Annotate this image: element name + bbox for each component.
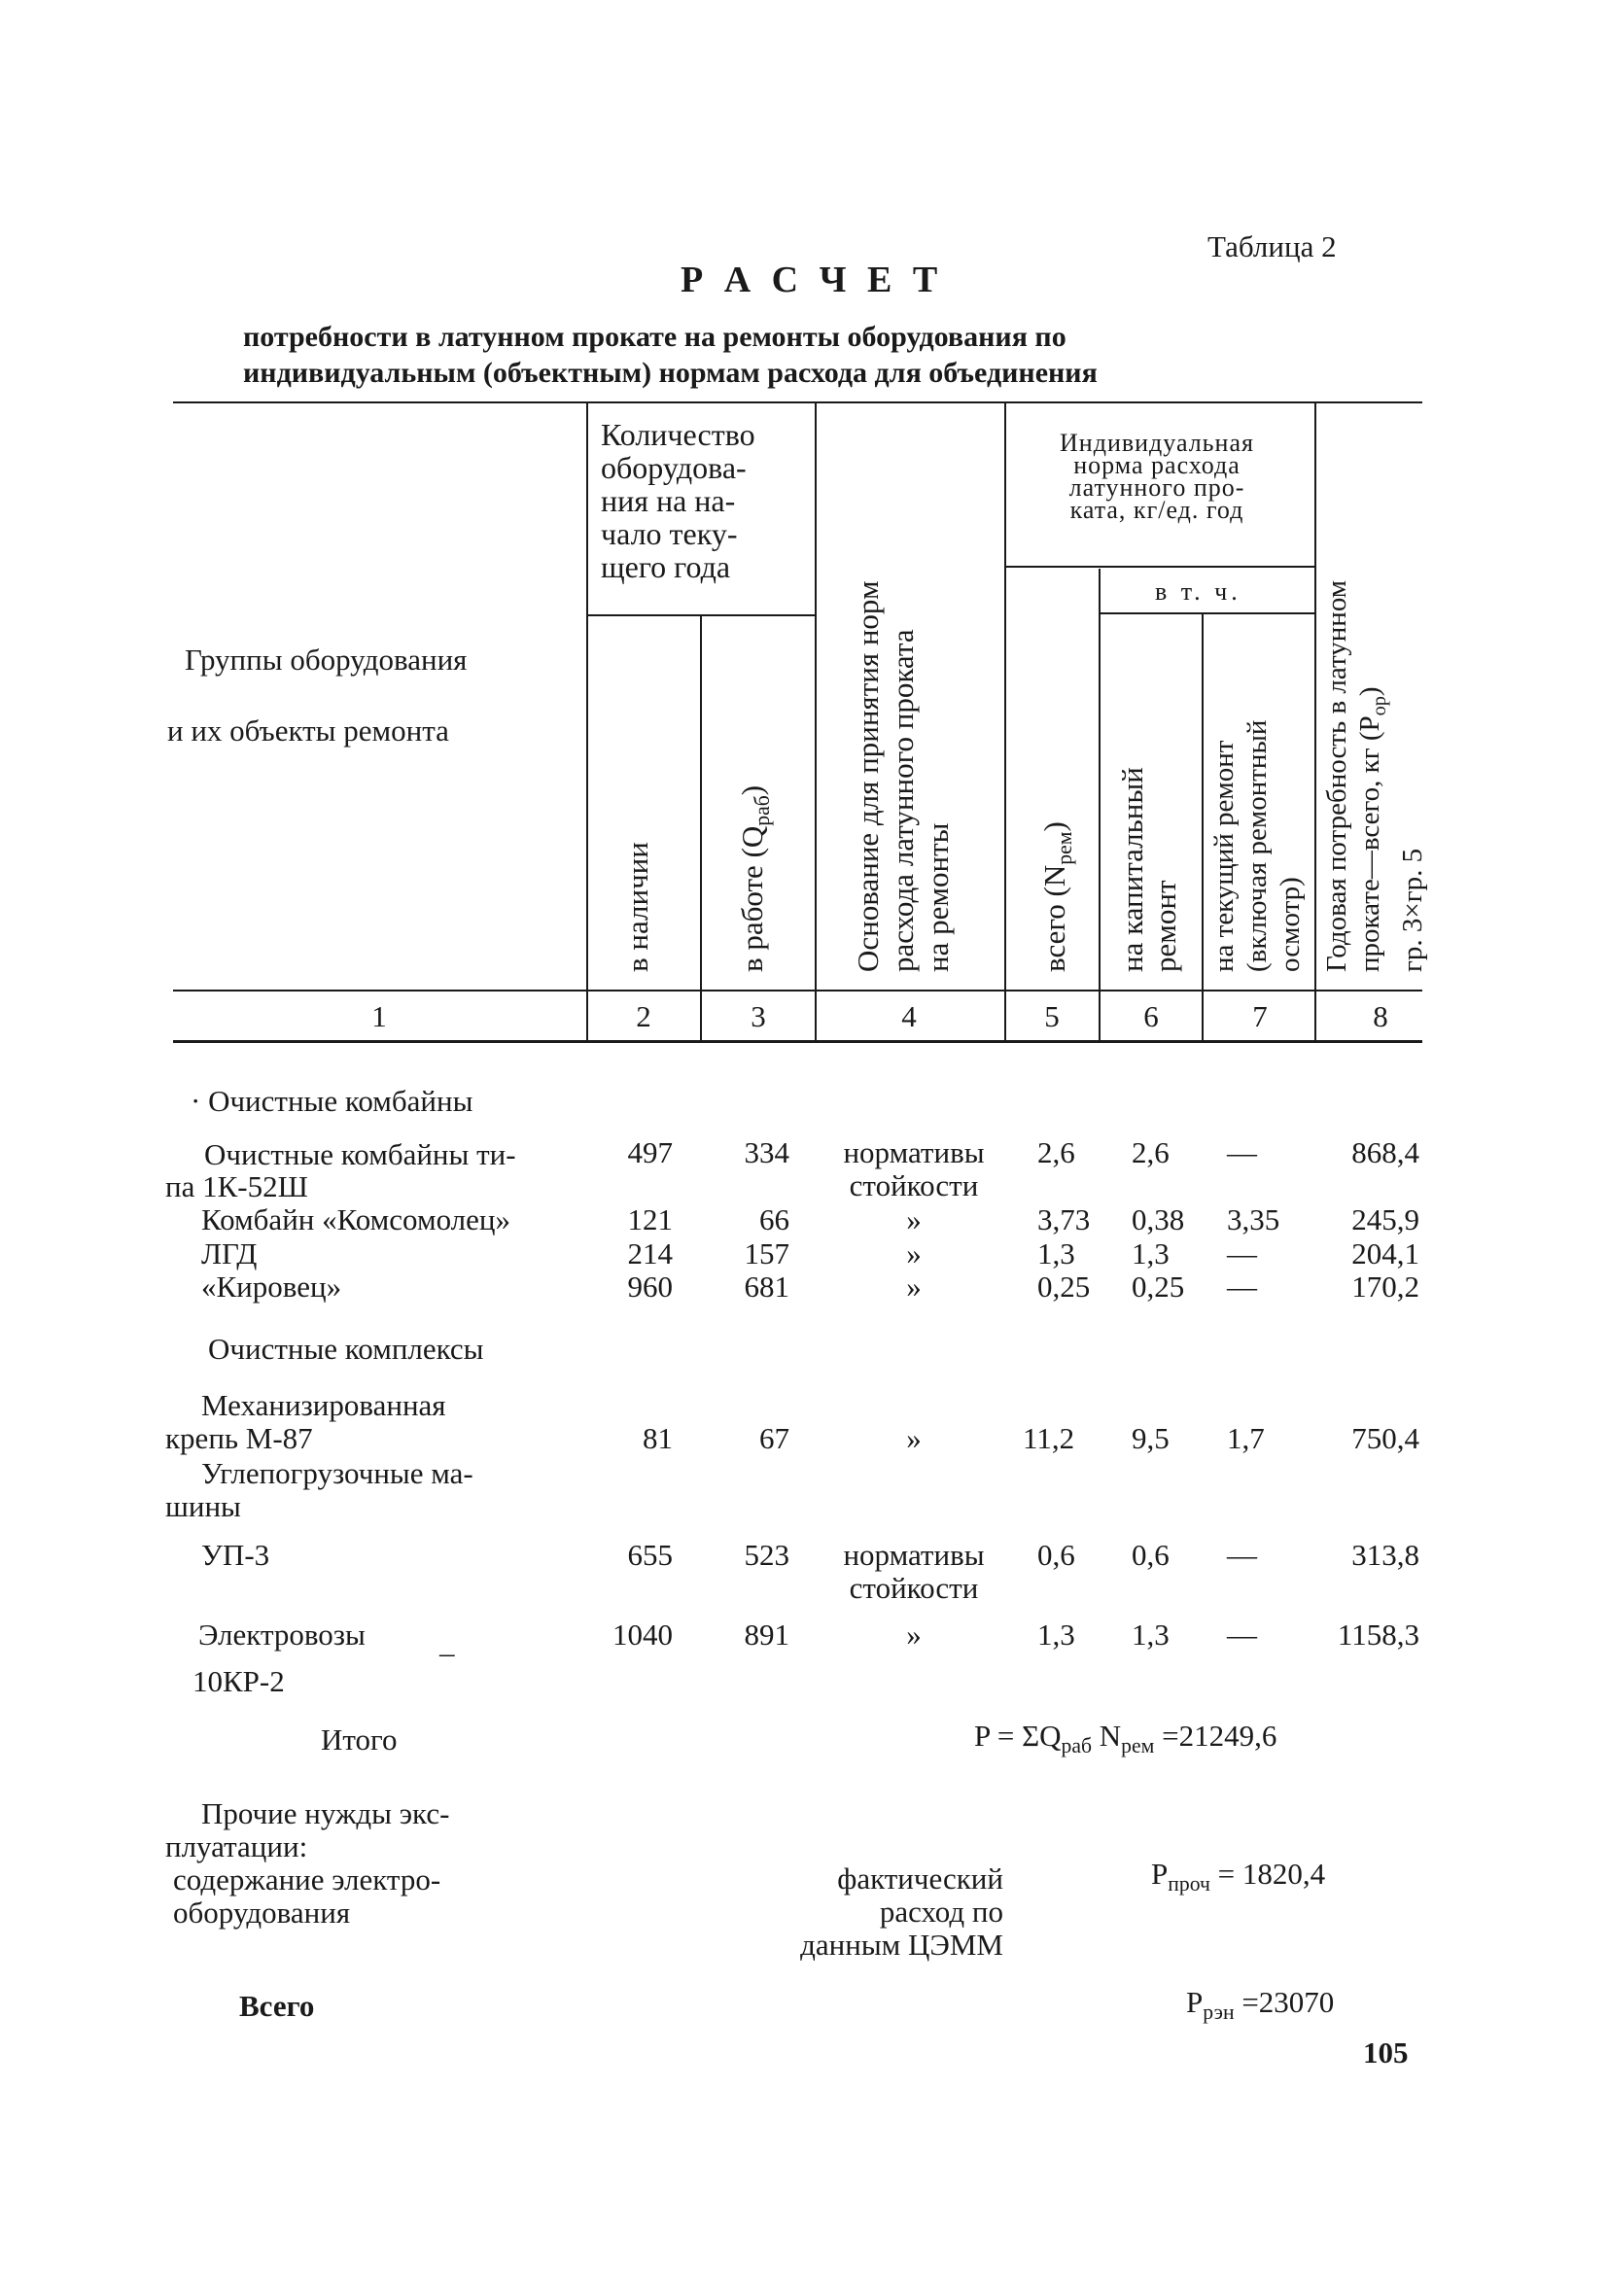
cell-c8: 1158,3 [1337,1618,1419,1652]
cell-c3: 157 [744,1236,789,1270]
cell-c5: 0,25 [1037,1270,1091,1304]
col23-line: ния на на- [601,483,736,518]
col8-line2-text: прокате—всего, кг (P [1354,715,1385,972]
col-number-4: 4 [901,999,917,1033]
col-number-2: 2 [636,999,651,1033]
cell-c6: 1,3 [1132,1618,1170,1652]
other-formula-text: P [1151,1857,1169,1891]
col-divider [1099,569,1101,1040]
col8-line2-suffix: ) [1354,686,1385,697]
cell-c5: 3,73 [1037,1202,1091,1236]
col-divider [700,614,702,1040]
col-number-1: 1 [371,999,387,1033]
total-formula-value: =21249,6 [1154,1719,1277,1753]
row-name: УП-3 [201,1538,270,1572]
cell-c7: — [1227,1236,1257,1270]
cell-c2: 960 [627,1270,673,1304]
table-label: Таблица 2 [1207,229,1337,263]
row-name: Комбайн «Комсомолец» [201,1202,510,1236]
col6-line: на капитальный [1115,767,1149,972]
number-row-rule [173,1040,1422,1043]
col8-line: Годовая потребность в латунном [1321,579,1352,972]
col7-header [1207,720,1307,972]
col8-line: гр. 3×гр. 5 [1396,848,1428,972]
col4-line: Основание для принятия норм [851,580,885,972]
col-divider [1004,403,1006,1040]
page-title: Р А С Ч Е Т [681,260,944,300]
col-number-8: 8 [1373,999,1388,1033]
row-name: «Кировец» [201,1270,342,1304]
cell-c8: 170,2 [1351,1270,1419,1304]
cell-c7: — [1227,1270,1257,1304]
row-name: Механизированная [201,1388,446,1422]
col2-header: в наличии [620,842,654,972]
row-name: ЛГД [201,1236,258,1270]
col23-line: чало теку- [601,516,738,551]
cell-c4: » [906,1421,922,1455]
row-name-cont: шины [165,1489,241,1523]
cell-c5: 1,3 [1037,1236,1075,1270]
other-needs-line: Прочие нужды экс- [201,1796,450,1830]
col7-line: осмотр) [1275,877,1306,972]
col5-header-text: всего (N [1037,864,1071,972]
cell-c6: 0,25 [1132,1270,1185,1304]
cell-c3: 891 [744,1618,789,1652]
cell-c4: нормативы [843,1538,985,1572]
row-name-cont: крепь М-87 [165,1421,313,1455]
cell-c3: 66 [759,1202,789,1236]
col1-header-line2: и их объекты ремонта [167,713,449,748]
row-name-cont: 10КР-2 [192,1664,285,1698]
col6-header [1116,767,1182,972]
cell-c8: 313,8 [1351,1538,1419,1572]
col8-line2-sub: ор [1368,696,1390,716]
col-number-7: 7 [1252,999,1268,1033]
cell-c3: 681 [744,1270,789,1304]
cell-c7: 3,35 [1227,1202,1280,1236]
dash-mark: _ [439,1625,455,1659]
cell-c7: — [1227,1538,1257,1572]
cell-c7: — [1227,1618,1257,1652]
col57-line: латунного про- [1068,473,1245,502]
cell-c2: 655 [627,1538,673,1572]
col5-header-suffix: ) [1037,821,1071,832]
col57-group-header [1040,429,1274,524]
row-name: Электровозы [198,1618,366,1652]
other-basis-line: данным ЦЭММ [800,1928,1003,1962]
cell-c2: 121 [627,1202,673,1236]
col-divider [1202,614,1204,1040]
col-divider [586,403,588,1040]
cell-c5: 11,2 [1023,1421,1075,1455]
col3-header-text: в работе (Q [735,825,769,972]
col67-group-header: в т. ч. [1155,577,1241,606]
cell-c3: 334 [744,1135,789,1169]
other-formula [1151,1857,1325,1896]
cell-c6: 0,6 [1132,1538,1170,1572]
subtitle-line-1: потребности в латунном прокате на ремонты оборудования по [243,321,1066,353]
col-divider [815,403,817,1040]
col5-header-sub: рем [1053,831,1077,865]
cell-c4: » [906,1270,922,1304]
grand-formula-text: P [1186,1985,1204,2019]
col-number-6: 6 [1143,999,1159,1033]
col6-line: ремонт [1148,880,1182,972]
other-basis-line: расход по [879,1895,1003,1929]
total-formula-text: P = ΣQ [974,1719,1062,1753]
total-formula-sub: раб [1061,1734,1093,1758]
other-formula-sub: проч [1168,1872,1210,1896]
group-rule [1101,612,1314,614]
grand-formula-sub: рэн [1203,2000,1235,2025]
col8-header [1320,580,1429,972]
cell-c2: 81 [643,1421,673,1455]
row-name-cont: па 1К-52Ш [165,1169,308,1203]
total-formula [974,1719,1276,1758]
col-number-5: 5 [1044,999,1060,1033]
col-divider [1314,403,1316,1040]
cell-c4-cont: стойкости [849,1168,979,1202]
total-formula-sub: рем [1121,1734,1155,1758]
total-label: Итого [321,1722,398,1757]
cell-c6: 2,6 [1132,1135,1170,1169]
col3-header [735,785,775,972]
grand-formula-value: =23070 [1234,1985,1335,2019]
cell-c8: 204,1 [1351,1236,1419,1270]
cell-c5: 0,6 [1037,1538,1075,1572]
cell-c3: 523 [744,1538,789,1572]
col57-line: ката, кг/ед. год [1069,496,1244,524]
cell-c8: 868,4 [1351,1135,1419,1169]
subtitle-line-2: индивидуальным (объектным) нормам расхода для объединения [243,357,1098,389]
col57-line: норма расхода [1073,451,1241,479]
page-number: 105 [1363,2035,1409,2070]
cell-c7: 1,7 [1227,1421,1265,1455]
cell-c2: 497 [627,1135,673,1169]
cell-c6: 0,38 [1132,1202,1185,1236]
col1-header-line1: Группы оборудования [185,643,468,677]
col23-line: Количество [601,417,755,452]
cell-c4-cont: стойкости [849,1571,979,1605]
row-name: Углепогрузочные ма- [201,1456,473,1490]
header-bottom-rule [173,990,1422,991]
table-top-rule [173,401,1422,403]
cell-c4: » [906,1618,922,1652]
cell-c6: 9,5 [1132,1421,1170,1455]
other-needs-line: плуатации: [165,1829,308,1863]
total-formula-text: N [1092,1719,1122,1753]
col23-line: щего года [601,549,731,584]
other-basis [731,1862,1003,1962]
col57-line: Индивидуальная [1060,429,1254,457]
col4-line: расхода латунного проката [886,629,920,972]
grand-total-label: Всего [239,1989,315,2023]
col4-line: на ремонты [921,822,955,972]
section-heading-complexes: Очистные комплексы [208,1332,484,1366]
cell-c2: 214 [627,1236,673,1270]
group-rule [1006,566,1314,568]
col7-line: на текущий ремонт [1208,740,1240,972]
other-needs-line: содержание электро- [173,1862,441,1896]
cell-c8: 750,4 [1351,1421,1419,1455]
cell-c2: 1040 [612,1618,673,1652]
col-number-3: 3 [751,999,766,1033]
other-needs-line: оборудования [173,1896,351,1930]
cell-c6: 1,3 [1132,1236,1170,1270]
col3-header-suffix: ) [735,784,769,796]
cell-c7: — [1227,1135,1257,1169]
col5-header [1037,821,1077,972]
row-name: Очистные комбайны ти- [204,1137,516,1171]
group-rule [588,614,815,616]
cell-c5: 2,6 [1037,1135,1075,1169]
grand-formula [1186,1985,1334,2025]
cell-c3: 67 [759,1421,789,1455]
col8-line [1353,580,1396,972]
other-formula-value: = 1820,4 [1209,1857,1326,1891]
col23-line: оборудова- [601,450,747,485]
other-basis-line: фактический [837,1861,1003,1896]
cell-c4: нормативы [843,1135,985,1169]
col4-header [851,580,956,972]
col3-header-sub: раб [751,795,775,826]
col23-group-header [601,418,755,583]
cell-c4: » [906,1236,922,1270]
cell-c4: » [906,1202,922,1236]
cell-c5: 1,3 [1037,1618,1075,1652]
col7-line: (включая ремонтный [1241,719,1273,972]
cell-c8: 245,9 [1351,1202,1419,1236]
section-heading-combines: · Очистные комбайны [191,1084,473,1118]
